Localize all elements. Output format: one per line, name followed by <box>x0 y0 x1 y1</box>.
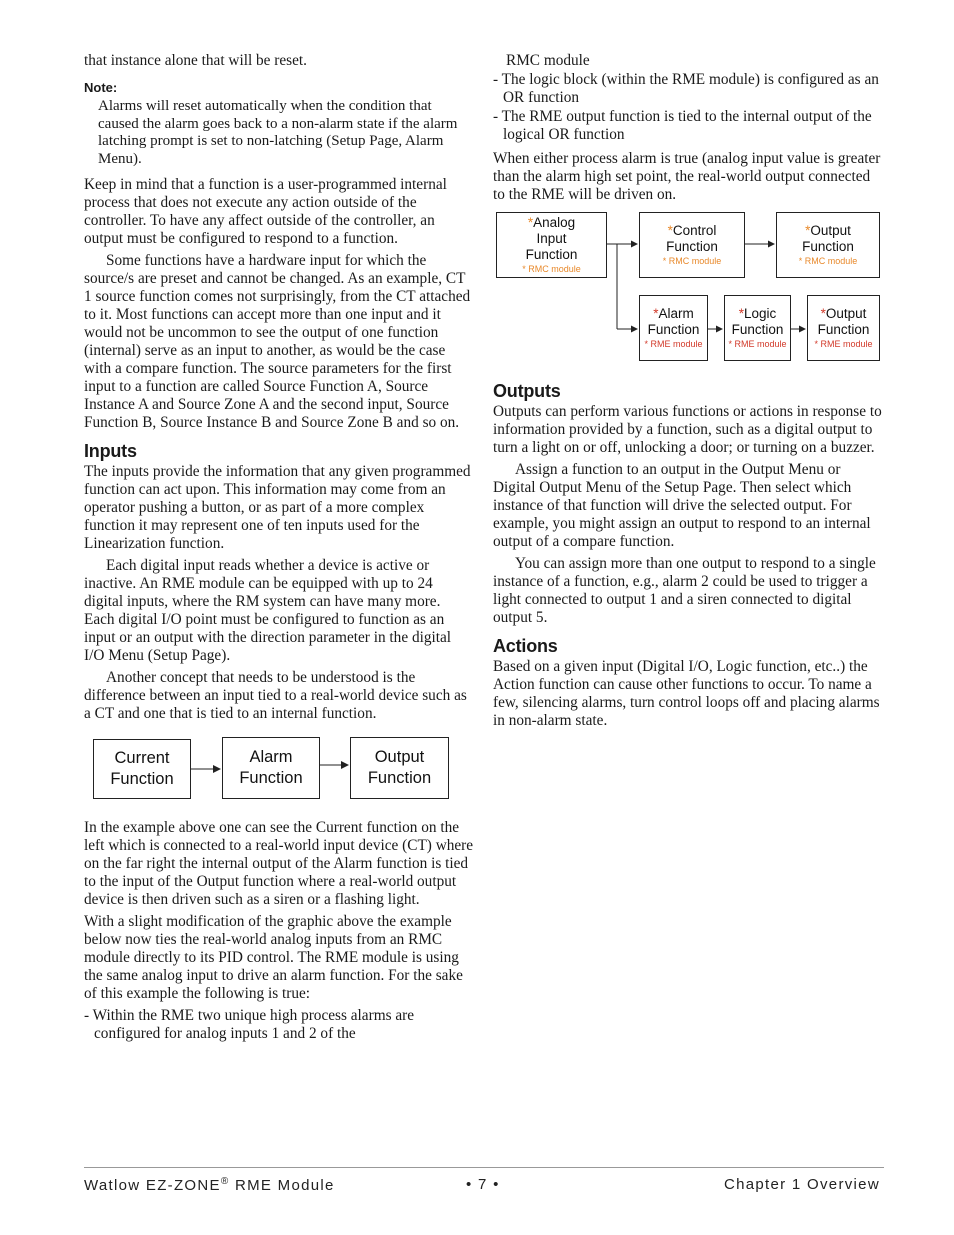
paragraph: When either process alarm is true (analog input value is greater than the alarm high set point, the real-world output connected to the RME will be driven on. <box>493 150 881 203</box>
actions-heading: Actions <box>493 636 558 656</box>
logic-function-box <box>724 295 791 361</box>
bullet-continuation: RMC module <box>506 52 590 69</box>
paragraph: Outputs can perform various functions or actions in response to information provided by a function, such as a digital output to turn a light on or off, unlocking a door; or turning on a buzzer. <box>493 403 882 456</box>
asterisk: * <box>653 306 659 321</box>
asterisk: * <box>820 306 826 321</box>
paragraph: Based on a given input (Digital I/O, Logic function, etc..) the Action function can cause other functions to occur. To name a few, silencing alarms, turn control loops off and placing alarms in non-alarm state. <box>493 658 880 729</box>
box-label: Function <box>666 239 718 254</box>
paragraph: Assign a function to an output in the Output Menu or Digital Output Menu of the Setup Page. Then select which instance of that function will drive the selected output. For example, you might assign an output to respond to an internal output of a compare function. <box>493 461 871 550</box>
paragraph: Another concept that needs to be understood is the difference between an input tied to a real-world device such as a CT and one that is tied to an internal function. <box>84 669 467 722</box>
box-label <box>668 223 717 239</box>
box-label: Function <box>647 322 700 337</box>
asterisk: * <box>527 215 534 230</box>
footer-product <box>84 1176 335 1194</box>
box-label: Alarm <box>249 748 293 766</box>
left-column <box>84 52 474 1044</box>
note-text: Alarms will reset automatically when the condition that caused the alarm goes back to a non-alarm state if the alarm latching prompt is set to non-latching (Setup Page, Alarm Menu). <box>98 98 458 167</box>
box-label <box>528 215 575 231</box>
paragraph: Some functions have a hardware input for which the source/s are preset and cannot be changed. As an example, CT 1 source function comes not surprisingly, from the CT attached to it. Most functions can accept more than one input and it would not be uncommon to see the output of one function (internal) serve as an input to another, as would be the case with a compare function. The source parameters for the first input to a function are called Source Function A, Source Instance A and Source Zone A and the second input, Source Function B, Source Instance B and Source Zone B and so on. <box>84 252 471 431</box>
footer-product-name: Watlow EZ-ZONE <box>84 1177 221 1194</box>
footer-chapter: Chapter 1 Overview <box>724 1176 880 1193</box>
box-label-text: Analog <box>533 215 576 230</box>
box-label <box>739 306 777 322</box>
box-label: Input <box>536 231 567 246</box>
output-function-box <box>350 737 449 799</box>
paragraph: Keep in mind that a function is a user-programmed internal process that does not execute any action outside of the controller. To have any affect outside of the controller, an output must be configured to respond to a function. <box>84 176 447 247</box>
box-label <box>653 306 694 322</box>
simple-function-diagram <box>84 737 474 803</box>
asterisk: * <box>667 223 673 238</box>
inputs-heading: Inputs <box>84 441 137 461</box>
paragraph: In the example above one can see the Current function on the left which is connected to a real-world input device (CT) where on the far right the internal output of the Alarm function is tied to the input of the Output function where a real-world output device is then driven such as a siren or a flashing light. <box>84 819 474 908</box>
note-label: Note: <box>84 80 118 95</box>
bullet-item: - Within the RME two unique high process alarms are configured for analog inputs 1 and 2 of the <box>84 1007 415 1042</box>
module-tag: * RME module <box>644 339 703 349</box>
module-tag: * RMC module <box>798 256 858 266</box>
footer-divider <box>84 1167 884 1168</box>
box-label: Function <box>110 770 174 788</box>
module-tag: * RME module <box>728 339 787 349</box>
box-label: Function <box>731 322 784 337</box>
box-label-text: Output <box>825 306 867 321</box>
asterisk: * <box>738 306 744 321</box>
box-label: Function <box>817 322 870 337</box>
alarm-function-box <box>639 295 708 361</box>
module-tag: * RMC module <box>522 264 581 274</box>
outputs-heading: Outputs <box>493 381 561 401</box>
box-label: Output <box>374 748 425 766</box>
paragraph: Each digital input reads whether a device is active or inactive. An RME module can be equipped with up to 24 digital inputs, where the RM system can have many more. Each digital I/O point must be configured to function as an input or an output with the direction parameter in the digital I/O Menu (Setup Page). <box>84 557 452 664</box>
output-function-box-bottom <box>807 295 880 361</box>
alarm-function-box <box>222 737 320 799</box>
box-label: Function <box>239 769 303 787</box>
current-function-box <box>93 739 191 799</box>
bullet-item: - The logic block (within the RME module) is configured as an OR function <box>493 71 879 106</box>
box-label: Current <box>114 749 170 767</box>
box-label-text: Output <box>810 223 851 238</box>
box-label-text: Alarm <box>658 306 694 321</box>
box-label: Function <box>367 769 432 787</box>
paragraph: You can assign more than one output to respond to a single instance of a function, e.g., alarm 2 could be used to trigger a light connected to output 1 and a siren connected to digital output 5. <box>493 555 876 626</box>
control-function-box <box>639 212 745 278</box>
output-function-box-top <box>776 212 880 278</box>
box-label: Function <box>802 239 854 254</box>
asterisk: * <box>805 223 811 238</box>
footer-product-suffix: RME Module <box>229 1177 335 1194</box>
bullet-item: - The RME output function is tied to the internal output of the logical OR function <box>493 108 872 143</box>
box-label-text: Control <box>672 223 717 238</box>
right-column <box>493 52 883 734</box>
page-number: • 7 • <box>466 1176 500 1193</box>
rmc-rme-function-diagram <box>493 212 883 364</box>
box-label <box>821 306 867 322</box>
analog-input-function-box <box>496 212 607 278</box>
box-label: Function <box>525 247 578 262</box>
paragraph: that instance alone that will be reset. <box>84 52 307 69</box>
box-label <box>805 223 851 239</box>
module-tag: * RME module <box>814 339 873 349</box>
paragraph: The inputs provide the information that any given programmed function can act upon. This information may come from an operator pushing a button, or as part of a more complex function it may represent one of ten inputs used for the Linearization function. <box>84 463 471 552</box>
paragraph: With a slight modification of the graphic above the example below now ties the real-world analog inputs from an RMC module directly to its PID control. The RME module is using the same analog input to drive an alarm function. For the sake of this example the following is true: <box>84 913 463 1002</box>
module-tag: * RMC module <box>662 256 722 266</box>
box-label-text: Logic <box>743 306 777 321</box>
registered-mark: ® <box>220 1176 230 1187</box>
